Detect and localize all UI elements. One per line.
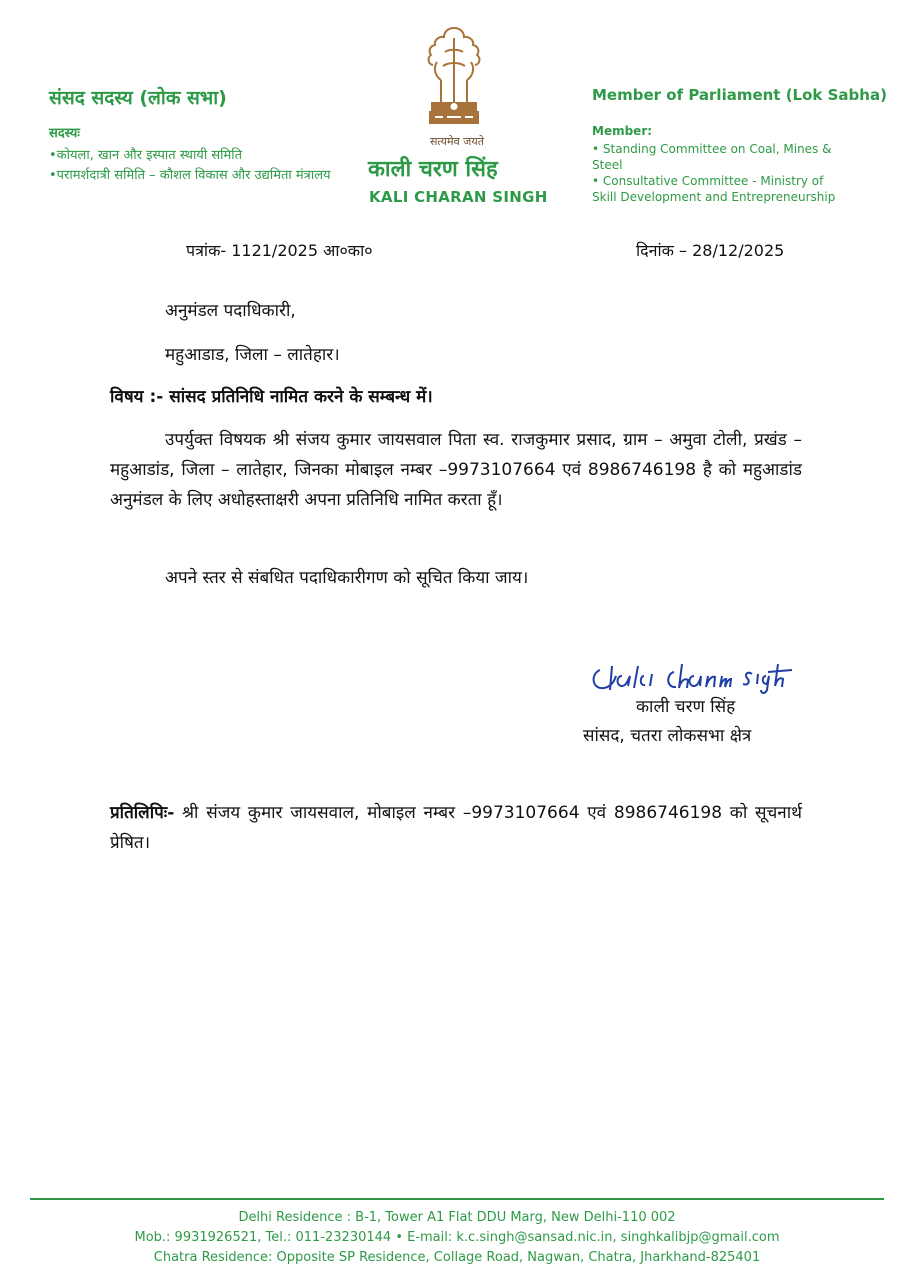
mp-name-english: KALI CHARAN SINGH	[369, 188, 548, 206]
mp-title-english: Member of Parliament (Lok Sabha)	[592, 86, 887, 104]
signatory-title: सांसद, चतरा लोकसभा क्षेत्र	[583, 726, 752, 746]
footer-delhi-address: Delhi Residence : B-1, Tower A1 Flat DDU Marg, New Delhi-110 002	[238, 1210, 676, 1225]
letter-reference: पत्रांक- 1121/2025 आ०का०	[186, 241, 373, 260]
committee-english-2: • Consultative Committee - Ministry of Skill Development and Entrepreneurship	[592, 174, 836, 204]
member-label-english: Member:	[592, 124, 653, 138]
copy-to	[110, 798, 802, 858]
signature-script: Kali Charan Singh	[586, 696, 595, 697]
letter-paragraph-2: अपने स्तर से संबधित पदाधिकारीगण को सूचित किया जाय।	[165, 568, 529, 588]
national-emblem-icon	[413, 22, 495, 140]
emblem-motto: सत्यमेव जयते	[429, 135, 484, 148]
letter-date: दिनांक – 28/12/2025	[636, 241, 785, 260]
copy-text: श्री संजय कुमार जायसवाल, मोबाइल नम्बर –9973107664 एवं 8986746198 को सूचनार्थ प्रेषित।	[110, 803, 802, 853]
mp-title-hindi: संसद सदस्य (लोक सभा)	[49, 87, 227, 109]
footer-contact: Mob.: 9931926521, Tel.: 011-23230144 • E-mail: k.c.singh@sansad.nic.in, singhkalibjp@gmail.com	[134, 1230, 780, 1245]
letter-paragraph-1: उपर्युक्त विषयक श्री संजय कुमार जायसवाल पिता स्व. राजकुमार प्रसाद, ग्राम – अमुवा टोली, प्रखंड – महुआडांड, जिला – लातेहार, जिनका मोबाइल नम्बर –9973107664 एवं 8986746198 है को महुआडांड अनुमंडल के लिए अधोहस्ताक्षरी अपना प्रतिनिधि नामित करता हूँ।	[110, 430, 802, 510]
committee-english-1: • Standing Committee on Coal, Mines & Steel	[592, 142, 832, 172]
signatory-name: काली चरण सिंह	[636, 697, 736, 717]
recipient-location: महुआडाड, जिला – लातेहार।	[165, 345, 340, 365]
committee-hindi-1: •कोयला, खान और इस्पात स्थायी समिति	[49, 148, 243, 163]
committee-hindi-2: •परामर्शदात्री समिति – कौशल विकास और उद्यमिता मंत्रालय	[49, 168, 331, 183]
mp-name-hindi: काली चरण सिंह	[368, 157, 498, 182]
footer-divider	[30, 1198, 884, 1200]
footer-chatra-address: Chatra Residence: Opposite SP Residence, Collage Road, Nagwan, Chatra, Jharkhand-825401	[153, 1250, 761, 1265]
copy-label: प्रतिलिपिः-	[110, 803, 175, 823]
member-label-hindi: सदस्यः	[49, 126, 80, 141]
letter-subject: विषय :- सांसद प्रतिनिधि नामित करने के सम्बन्ध में।	[110, 387, 433, 407]
recipient-designation: अनुमंडल पदाधिकारी,	[165, 301, 296, 321]
